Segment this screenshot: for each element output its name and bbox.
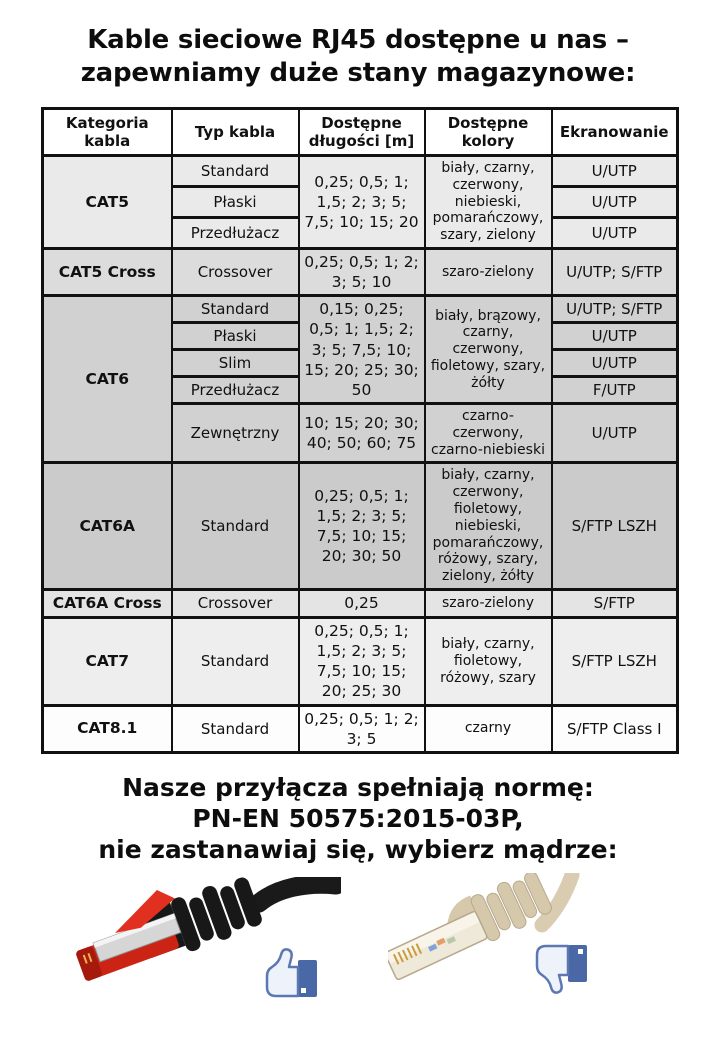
type-cat6-zewnetrzny: Zewnętrzny	[172, 403, 299, 462]
table-row	[43, 617, 678, 705]
page-title-line2: zapewniamy duże stany magazynowe:	[80, 58, 636, 88]
table-row	[43, 705, 678, 752]
type-cat6-standard: Standard	[172, 296, 299, 323]
lengths-cat6-zewnetrzny: 10; 15; 20; 30; 40; 50; 60; 75	[299, 403, 425, 462]
type-cat81: Standard	[172, 705, 299, 752]
colors-cat6across: szaro-zielony	[425, 589, 552, 617]
shield-cat6across: S/FTP	[552, 589, 678, 617]
page-title-line1: Kable sieciowe RJ45 dostępne u nas –	[87, 25, 629, 55]
type-cat5-przedluzacz: Przedłużacz	[172, 217, 299, 248]
table-row	[43, 463, 678, 590]
category-cat6across: CAT6A Cross	[43, 589, 172, 617]
category-cat6a: CAT6A	[43, 463, 172, 590]
colors-cat6a: biały, czarny, czerwony, fioletowy, niebieski, pomarańczowy, różowy, szary, zielony, żółty	[425, 463, 552, 590]
table-header-row	[43, 109, 678, 156]
table-row	[43, 248, 678, 295]
table-row	[43, 589, 678, 617]
shield-cat6-plaski: U/UTP	[552, 323, 678, 350]
shield-cat81: S/FTP Class I	[552, 705, 678, 752]
shield-cat5-przedluzacz: U/UTP	[552, 217, 678, 248]
shield-cat5-plaski: U/UTP	[552, 186, 678, 217]
colors-cat6: biały, brązowy, czarny, czerwony, fioletowy, szary, żółty	[425, 296, 552, 404]
type-cat5cross: Crossover	[172, 248, 299, 295]
norm-statement-line1: Nasze przyłącza spełniają normę:	[122, 772, 594, 802]
page-title	[0, 0, 716, 90]
shield-cat6-zewnetrzny: U/UTP	[552, 403, 678, 462]
colors-cat7: biały, czarny, fioletowy, różowy, szary	[425, 617, 552, 705]
category-cat5: CAT5	[43, 156, 172, 249]
lengths-cat6: 0,15; 0,25; 0,5; 1; 1,5; 2; 3; 5; 7,5; 10; 15; 20; 25; 30; 50	[299, 296, 425, 404]
type-cat6-przedluzacz: Przedłużacz	[172, 377, 299, 404]
col-header-colors: Dostępne kolory	[425, 109, 552, 156]
lengths-cat7: 0,25; 0,5; 1; 1,5; 2; 3; 5; 7,5; 10; 15; 20; 25; 30	[299, 617, 425, 705]
type-cat5-plaski: Płaski	[172, 186, 299, 217]
category-cat5cross: CAT5 Cross	[43, 248, 172, 295]
type-cat7: Standard	[172, 617, 299, 705]
lengths-cat6across: 0,25	[299, 589, 425, 617]
colors-cat81: czarny	[425, 705, 552, 752]
col-header-category: Kategoria kabla	[43, 109, 172, 156]
type-cat6-slim: Slim	[172, 350, 299, 377]
type-cat6across: Crossover	[172, 589, 299, 617]
lengths-cat5: 0,25; 0,5; 1; 1,5; 2; 3; 5; 7,5; 10; 15; 20	[299, 156, 425, 249]
lengths-cat6a: 0,25; 0,5; 1; 1,5; 2; 3; 5; 7,5; 10; 15; 20; 30; 50	[299, 463, 425, 590]
colors-cat6-zewnetrzny: czarno-czerwony, czarno-niebieski	[425, 403, 552, 462]
norm-statement-line2: PN-EN 50575:2015-03P,	[192, 803, 524, 833]
type-cat6-plaski: Płaski	[172, 323, 299, 350]
shield-cat5cross: U/UTP; S/FTP	[552, 248, 678, 295]
category-cat6: CAT6	[43, 296, 172, 463]
thumbs-down-icon	[527, 943, 589, 997]
type-cat5-standard: Standard	[172, 156, 299, 187]
col-header-lengths: Dostępne długości [m]	[299, 109, 425, 156]
table-row	[43, 156, 678, 187]
table-row	[43, 296, 678, 323]
shield-cat6a: S/FTP LSZH	[552, 463, 678, 590]
norm-statement	[0, 754, 716, 865]
lengths-cat81: 0,25; 0,5; 1; 2; 3; 5	[299, 705, 425, 752]
lengths-cat5cross: 0,25; 0,5; 1; 2; 3; 5; 10	[299, 248, 425, 295]
col-header-shielding: Ekranowanie	[552, 109, 678, 156]
category-cat81: CAT8.1	[43, 705, 172, 752]
thumbs-up-icon	[257, 945, 319, 999]
shield-cat6-slim: U/UTP	[552, 350, 678, 377]
col-header-type: Typ kabla	[172, 109, 299, 156]
norm-statement-line3: nie zastanawiaj się, wybierz mądrze:	[98, 834, 618, 864]
cable-comparison-gallery	[0, 873, 716, 1038]
shield-cat6-przedluzacz: F/UTP	[552, 377, 678, 404]
category-cat7: CAT7	[43, 617, 172, 705]
cable-table	[41, 107, 679, 754]
type-cat6a: Standard	[172, 463, 299, 590]
shield-cat7: S/FTP LSZH	[552, 617, 678, 705]
colors-cat5: biały, czarny, czerwony, niebieski, pomarańczowy, szary, zielony	[425, 156, 552, 249]
colors-cat5cross: szaro-zielony	[425, 248, 552, 295]
shield-cat5-standard: U/UTP	[552, 156, 678, 187]
shield-cat6-standard: U/UTP; S/FTP	[552, 296, 678, 323]
